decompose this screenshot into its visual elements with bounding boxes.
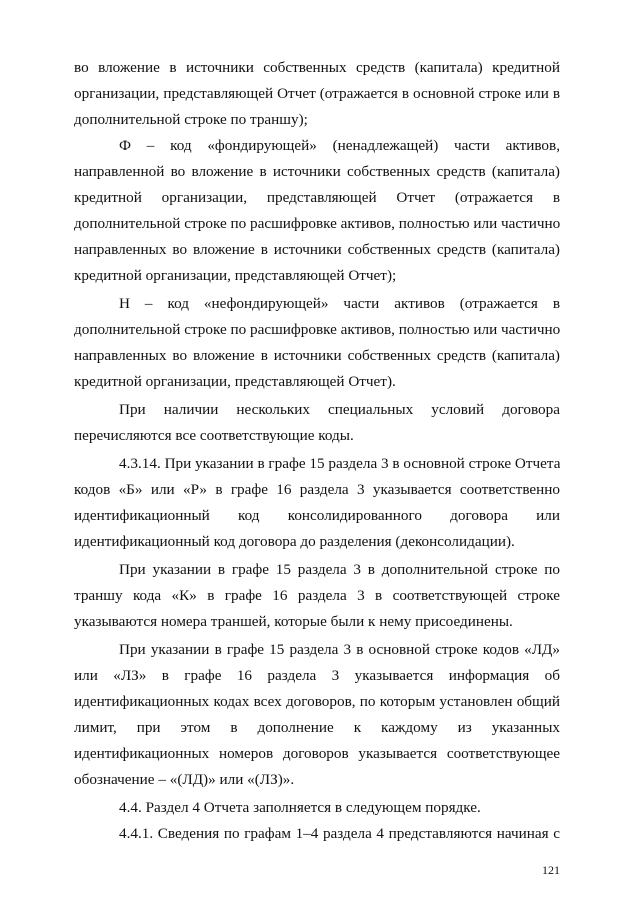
text-line: траншу кода «К» в графе 16 раздела 3 в соответствующей строке <box>74 587 560 604</box>
text-line: или «ЛЗ» в графе 16 раздела 3 указывается информация об <box>74 667 560 684</box>
text-line: При указании в графе 15 раздела 3 в основной строке кодов «ЛД» <box>119 641 560 658</box>
text-line: идентификационных кодах всех договоров, по которым установлен общий <box>74 693 560 710</box>
text-line: 4.4.1. Сведения по графам 1–4 раздела 4 представляются начиная с <box>119 825 560 842</box>
text-line: направленных во вложение в источники собственных средств (капитала) <box>74 347 560 364</box>
text-line: кредитной организации, представляющей Отчет (отражается в <box>74 189 560 206</box>
text-line: дополнительной строке по расшифровке активов, полностью или частично <box>74 321 560 338</box>
text-line: организации, представляющей Отчет (отражается в основной строке или в <box>74 85 560 102</box>
text-line: Ф – код «фондирующей» (ненадлежащей) части активов, <box>119 137 560 154</box>
text-line: При наличии нескольких специальных условий договора <box>119 401 560 418</box>
text-line: лимит, при этом в дополнение к каждому из указанных <box>74 719 560 736</box>
text-line: Н – код «нефондирующей» части активов (отражается в <box>119 295 560 312</box>
text-line: идентификационный код договора до разделения (деконсолидации). <box>74 533 515 550</box>
text-line: направленных во вложение в источники собственных средств (капитала) <box>74 241 560 258</box>
text-line: обозначение – «(ЛД)» или «(ЛЗ)». <box>74 771 295 788</box>
text-line: 4.3.14. При указании в графе 15 раздела 3 в основной строке Отчета <box>119 455 560 472</box>
text-line: направленной во вложение в источники собственных средств (капитала) <box>74 163 560 180</box>
text-line: дополнительной строке по расшифровке активов, полностью или частично <box>74 215 560 232</box>
text-line: во вложение в источники собственных средств (капитала) кредитной <box>74 59 560 76</box>
page-number: 121 <box>542 863 560 877</box>
text-line: кредитной организации, представляющей Отчет); <box>74 267 397 284</box>
text-line: идентификационный код консолидированного договора или <box>74 507 560 524</box>
text-line: 4.4. Раздел 4 Отчета заполняется в следующем порядке. <box>119 799 481 816</box>
text-line: кредитной организации, представляющей Отчет). <box>74 373 396 390</box>
text-line: указываются номера траншей, которые были к нему присоединены. <box>74 613 513 630</box>
text-line: перечисляются все соответствующие коды. <box>74 427 354 444</box>
text-line: При указании в графе 15 раздела 3 в дополнительной строке по <box>119 561 560 578</box>
text-line: кодов «Б» или «Р» в графе 16 раздела 3 указывается соответственно <box>74 481 560 498</box>
text-line: дополнительной строке по траншу); <box>74 111 308 128</box>
text-line: идентификационных номеров договоров указывается соответствующее <box>74 745 560 762</box>
